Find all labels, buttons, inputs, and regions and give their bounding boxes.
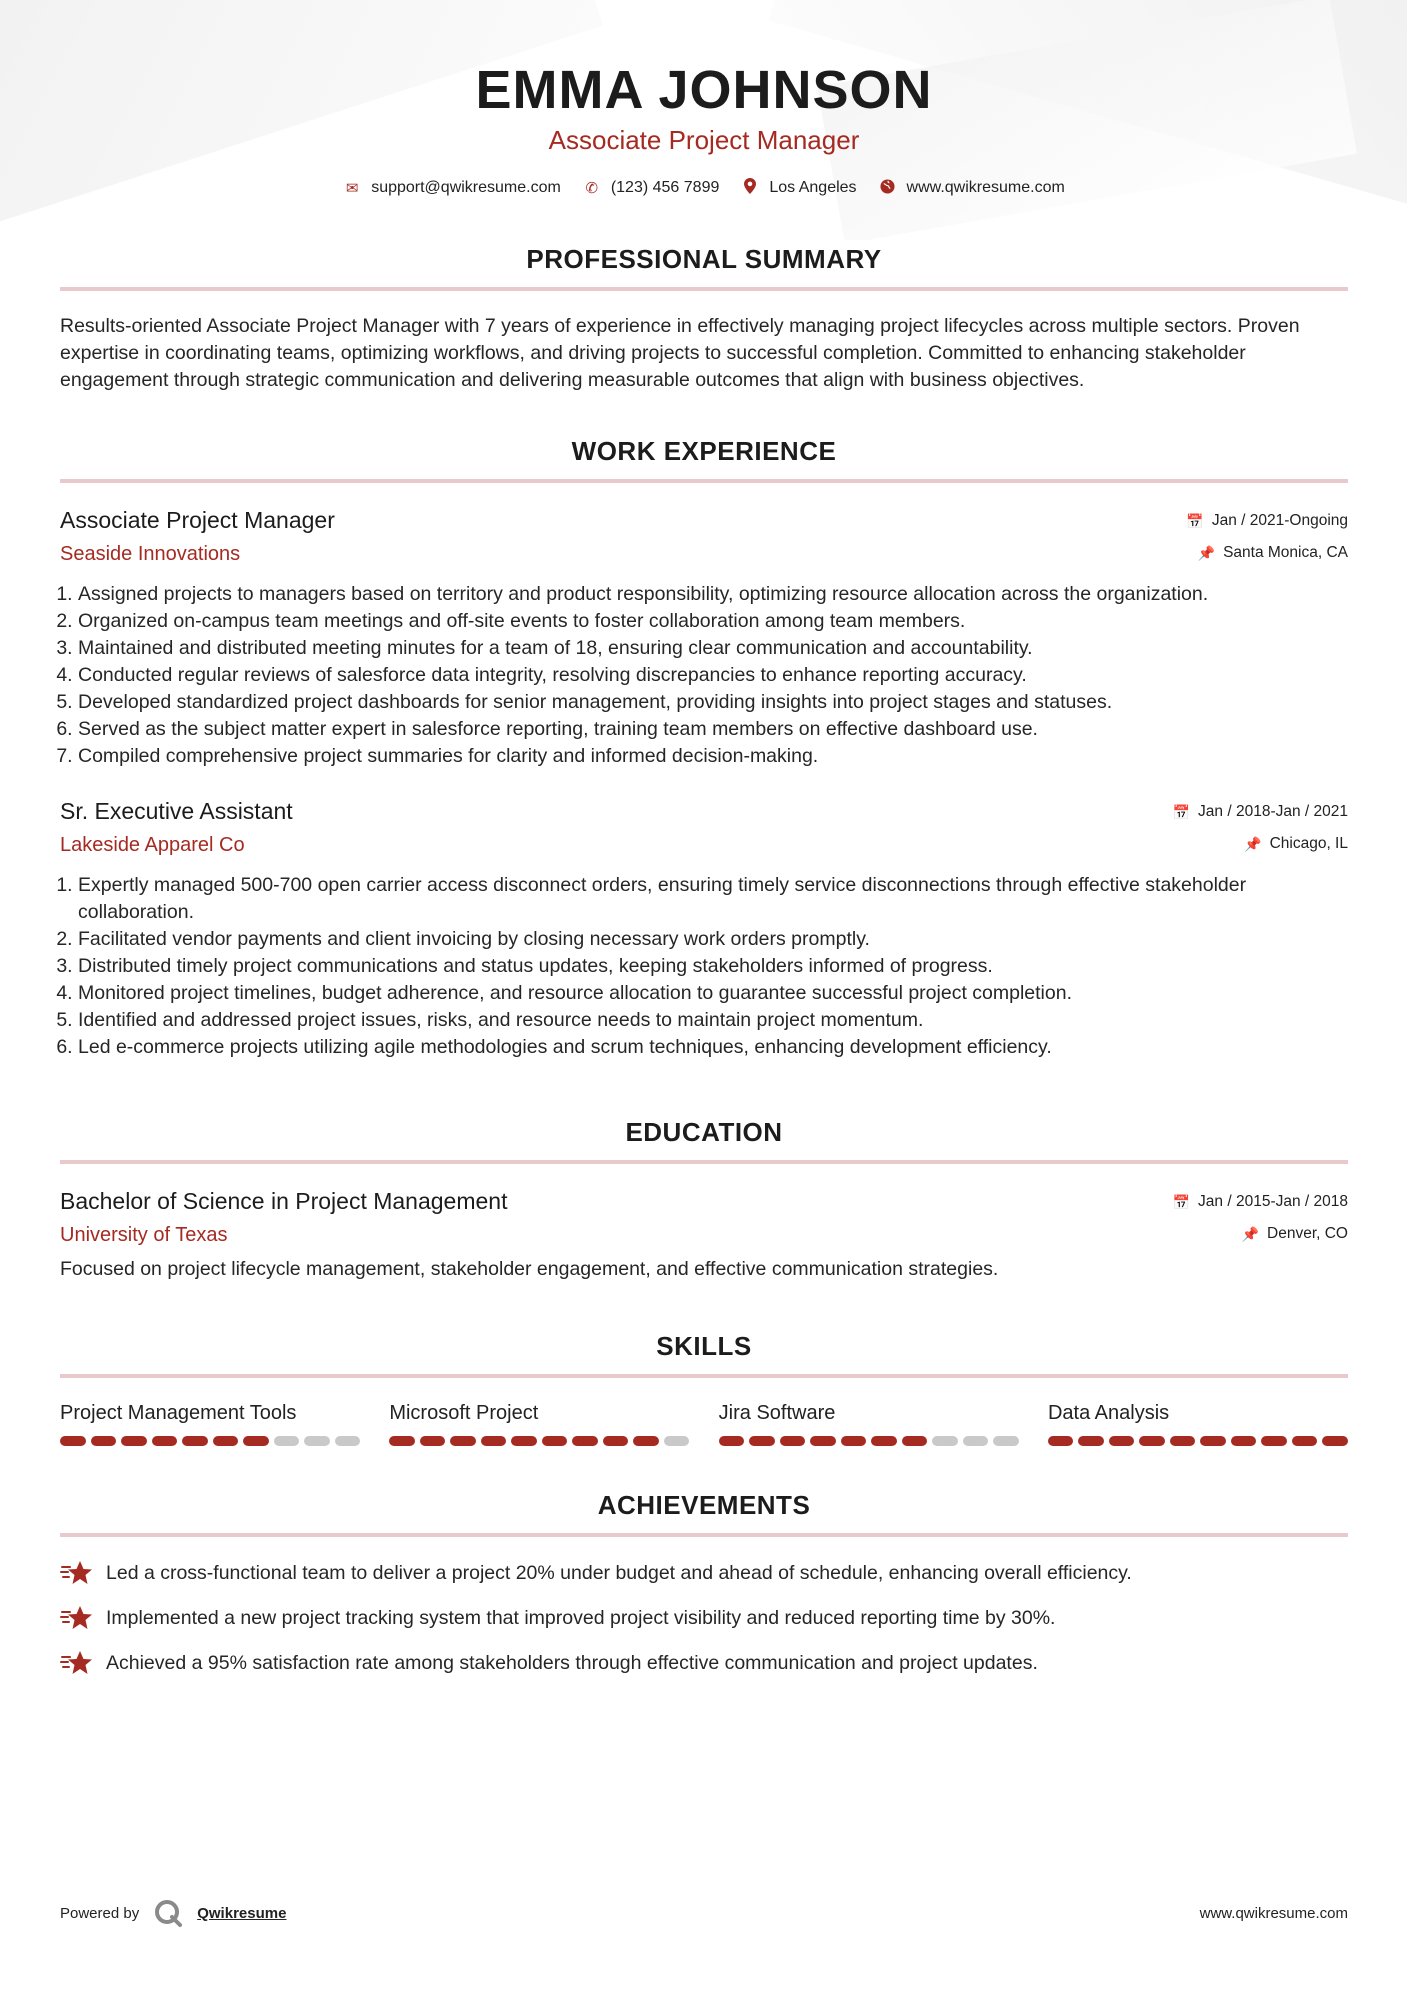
education-description: Focused on project lifecycle management, stakeholder engagement, and effective communication strategies. — [60, 1258, 999, 1280]
skill-level-segment — [60, 1436, 86, 1446]
skill-level-segment — [274, 1436, 300, 1446]
skill-level-segment — [719, 1436, 745, 1446]
skill-item — [60, 1400, 360, 1446]
list-item — [60, 1604, 1348, 1632]
star-icon — [60, 1559, 92, 1587]
list-item — [60, 1649, 1348, 1677]
achievements-section — [60, 1490, 1348, 1677]
skill-level-bar — [60, 1436, 360, 1446]
skills-grid — [60, 1400, 1348, 1446]
skill-level-segment — [389, 1436, 415, 1446]
skill-level-segment — [1139, 1436, 1165, 1446]
job-entry — [60, 505, 1348, 770]
skill-level-segment — [871, 1436, 897, 1446]
skill-item — [719, 1400, 1019, 1446]
job-dates: Jan / 2021-Ongoing — [1211, 512, 1348, 529]
education-title: EDUCATION — [60, 1117, 1348, 1164]
contact-location-text: Los Angeles — [769, 179, 857, 196]
education-dates: Jan / 2015-Jan / 2018 — [1198, 1193, 1348, 1210]
powered-by-label: Powered by — [60, 1904, 140, 1922]
education-location: Denver, CO — [1267, 1225, 1348, 1242]
skill-level-segment — [213, 1436, 239, 1446]
calendar-icon: 📅 — [1186, 513, 1204, 529]
skill-level-segment — [902, 1436, 928, 1446]
skill-level-segment — [335, 1436, 361, 1446]
achievements-title: ACHIEVEMENTS — [60, 1490, 1348, 1537]
pushpin-icon: 📌 — [1197, 545, 1216, 561]
skill-item — [1048, 1400, 1348, 1446]
powered-by — [60, 1898, 286, 1928]
skill-level-segment — [121, 1436, 147, 1446]
skill-level-segment — [1078, 1436, 1104, 1446]
skills-section — [60, 1331, 1348, 1446]
list-item: 6. Served as the subject matter expert in salesforce reporting, training team members on effective dashboard use. — [78, 716, 1348, 743]
achievements-list — [60, 1559, 1348, 1677]
skill-level-segment — [542, 1436, 568, 1446]
skill-level-segment — [1231, 1436, 1257, 1446]
job-title: Sr. Executive Assistant — [60, 798, 293, 824]
skill-level-bar — [1048, 1436, 1348, 1446]
skill-level-segment — [633, 1436, 659, 1446]
skill-name: Jira Software — [718, 1402, 836, 1424]
education-section — [60, 1117, 1348, 1283]
qwikresume-logo-icon — [153, 1898, 183, 1928]
phone-icon: ✆ — [585, 180, 599, 197]
skill-level-segment — [1261, 1436, 1287, 1446]
skill-level-segment — [450, 1436, 476, 1446]
pushpin-icon: 📌 — [1241, 1226, 1260, 1242]
education-entry — [60, 1186, 1348, 1283]
map-pin-icon — [741, 178, 759, 198]
skill-level-segment — [810, 1436, 836, 1446]
candidate-role: Associate Project Manager — [548, 125, 860, 155]
job-location: Chicago, IL — [1269, 835, 1348, 852]
list-item: 3. Maintained and distributed meeting minutes for a team of 18, ensuring clear communication and accountability. — [78, 635, 1348, 662]
skill-level-bar — [719, 1436, 1019, 1446]
list-item: 3. Distributed timely project communications and status updates, keeping stakeholders informed of progress. — [78, 953, 1348, 980]
contact-phone[interactable] — [583, 179, 720, 197]
skill-level-segment — [91, 1436, 117, 1446]
brand-link[interactable]: Qwikresume — [197, 1904, 287, 1922]
skill-level-segment — [1048, 1436, 1074, 1446]
skill-level-segment — [243, 1436, 269, 1446]
skill-level-bar — [389, 1436, 689, 1446]
star-icon — [60, 1604, 92, 1632]
skill-level-segment — [664, 1436, 690, 1446]
skill-name: Data Analysis — [1047, 1402, 1170, 1424]
degree-title: Bachelor of Science in Project Management — [60, 1188, 508, 1214]
skill-level-segment — [993, 1436, 1019, 1446]
job-bullets — [60, 872, 1348, 1061]
job-title: Associate Project Manager — [60, 507, 335, 533]
job-entry — [60, 796, 1348, 1061]
achievement-text: Achieved a 95% satisfaction rate among stakeholders through effective communication and project updates. — [106, 1651, 1038, 1674]
skill-item — [389, 1400, 689, 1446]
skill-level-segment — [304, 1436, 330, 1446]
resume-header — [60, 0, 1348, 198]
list-item: 1. Assigned projects to managers based on territory and product responsibility, optimizing resource allocation across the organization. — [78, 581, 1348, 608]
skill-level-segment — [963, 1436, 989, 1446]
skill-level-segment — [152, 1436, 178, 1446]
pushpin-icon: 📌 — [1244, 836, 1262, 852]
contact-phone-text: (123) 456 7899 — [610, 179, 720, 196]
list-item — [60, 1559, 1348, 1587]
skills-title: SKILLS — [60, 1331, 1348, 1378]
contact-website-text: www.qwikresume.com — [906, 179, 1065, 196]
page-footer — [60, 1898, 1348, 1928]
achievement-text: Implemented a new project tracking system that improved project visibility and reduced reporting time by 30%. — [106, 1606, 1056, 1629]
skill-level-segment — [780, 1436, 806, 1446]
school-name: University of Texas — [60, 1224, 228, 1246]
star-icon — [60, 1649, 92, 1677]
list-item: 2. Organized on-campus team meetings and off-site events to foster collaboration among team members. — [78, 608, 1348, 635]
contact-email[interactable] — [343, 179, 561, 197]
skill-level-segment — [481, 1436, 507, 1446]
skill-level-segment — [1170, 1436, 1196, 1446]
globe-icon — [879, 179, 897, 198]
summary-text: Results-oriented Associate Project Manager with 7 years of experience in effectively managing project lifecycles across multiple sectors. Proven expertise in coordinating teams, optimizing workflows, and driving projects to successful completion. Committed to enhancing stakeholder engagement through strategic communication and delivering measurable outcomes that align with business objectives. — [60, 315, 1300, 391]
skill-level-segment — [1109, 1436, 1135, 1446]
contact-bar — [60, 178, 1348, 198]
skill-level-segment — [572, 1436, 598, 1446]
skill-level-segment — [1322, 1436, 1348, 1446]
skill-name: Project Management Tools — [60, 1402, 297, 1424]
calendar-icon: 📅 — [1172, 804, 1191, 820]
skill-level-segment — [1200, 1436, 1226, 1446]
contact-location — [741, 178, 856, 198]
skill-name: Microsoft Project — [389, 1402, 539, 1424]
skill-level-segment — [603, 1436, 629, 1446]
list-item: 4. Monitored project timelines, budget adherence, and resource allocation to guarantee successful project completion. — [78, 980, 1348, 1007]
envelope-icon: ✉ — [345, 180, 359, 197]
skill-level-segment — [511, 1436, 537, 1446]
summary-title: PROFESSIONAL SUMMARY — [60, 244, 1348, 291]
list-item: 1. Expertly managed 500-700 open carrier access disconnect orders, ensuring timely service disconnections through effective stakeholder collaboration. — [78, 872, 1348, 926]
resume-page — [60, 0, 1348, 1694]
job-company: Lakeside Apparel Co — [60, 834, 245, 856]
job-bullets — [60, 581, 1348, 770]
skill-level-segment — [841, 1436, 867, 1446]
experience-title: WORK EXPERIENCE — [60, 436, 1348, 483]
list-item: 5. Developed standardized project dashboards for senior management, providing insights into project stages and statuses. — [78, 689, 1348, 716]
skill-level-segment — [1292, 1436, 1318, 1446]
contact-website[interactable] — [879, 179, 1065, 198]
summary-section — [60, 244, 1348, 394]
contact-email-text: support@qwikresume.com — [371, 179, 561, 196]
skill-level-segment — [182, 1436, 208, 1446]
calendar-icon: 📅 — [1172, 1194, 1191, 1210]
candidate-name: EMMA JOHNSON — [475, 60, 933, 120]
skill-level-segment — [932, 1436, 958, 1446]
list-item: 4. Conducted regular reviews of salesforce data integrity, resolving discrepancies to enhance reporting accuracy. — [78, 662, 1348, 689]
list-item: 7. Compiled comprehensive project summaries for clarity and informed decision-making. — [78, 743, 1348, 770]
list-item: 2. Facilitated vendor payments and client invoicing by closing necessary work orders promptly. — [78, 926, 1348, 953]
list-item: 5. Identified and addressed project issues, risks, and resource needs to maintain project momentum. — [78, 1007, 1348, 1034]
job-location: Santa Monica, CA — [1223, 544, 1348, 561]
footer-website[interactable]: www.qwikresume.com — [1199, 1904, 1348, 1922]
job-company: Seaside Innovations — [60, 543, 241, 565]
job-dates: Jan / 2018-Jan / 2021 — [1198, 803, 1348, 820]
experience-section — [60, 436, 1348, 1061]
list-item: 6. Led e-commerce projects utilizing agile methodologies and scrum techniques, enhancing development efficiency. — [78, 1034, 1348, 1061]
skill-level-segment — [749, 1436, 775, 1446]
achievement-text: Led a cross-functional team to deliver a project 20% under budget and ahead of schedule, enhancing overall efficiency. — [106, 1561, 1132, 1584]
skill-level-segment — [420, 1436, 446, 1446]
